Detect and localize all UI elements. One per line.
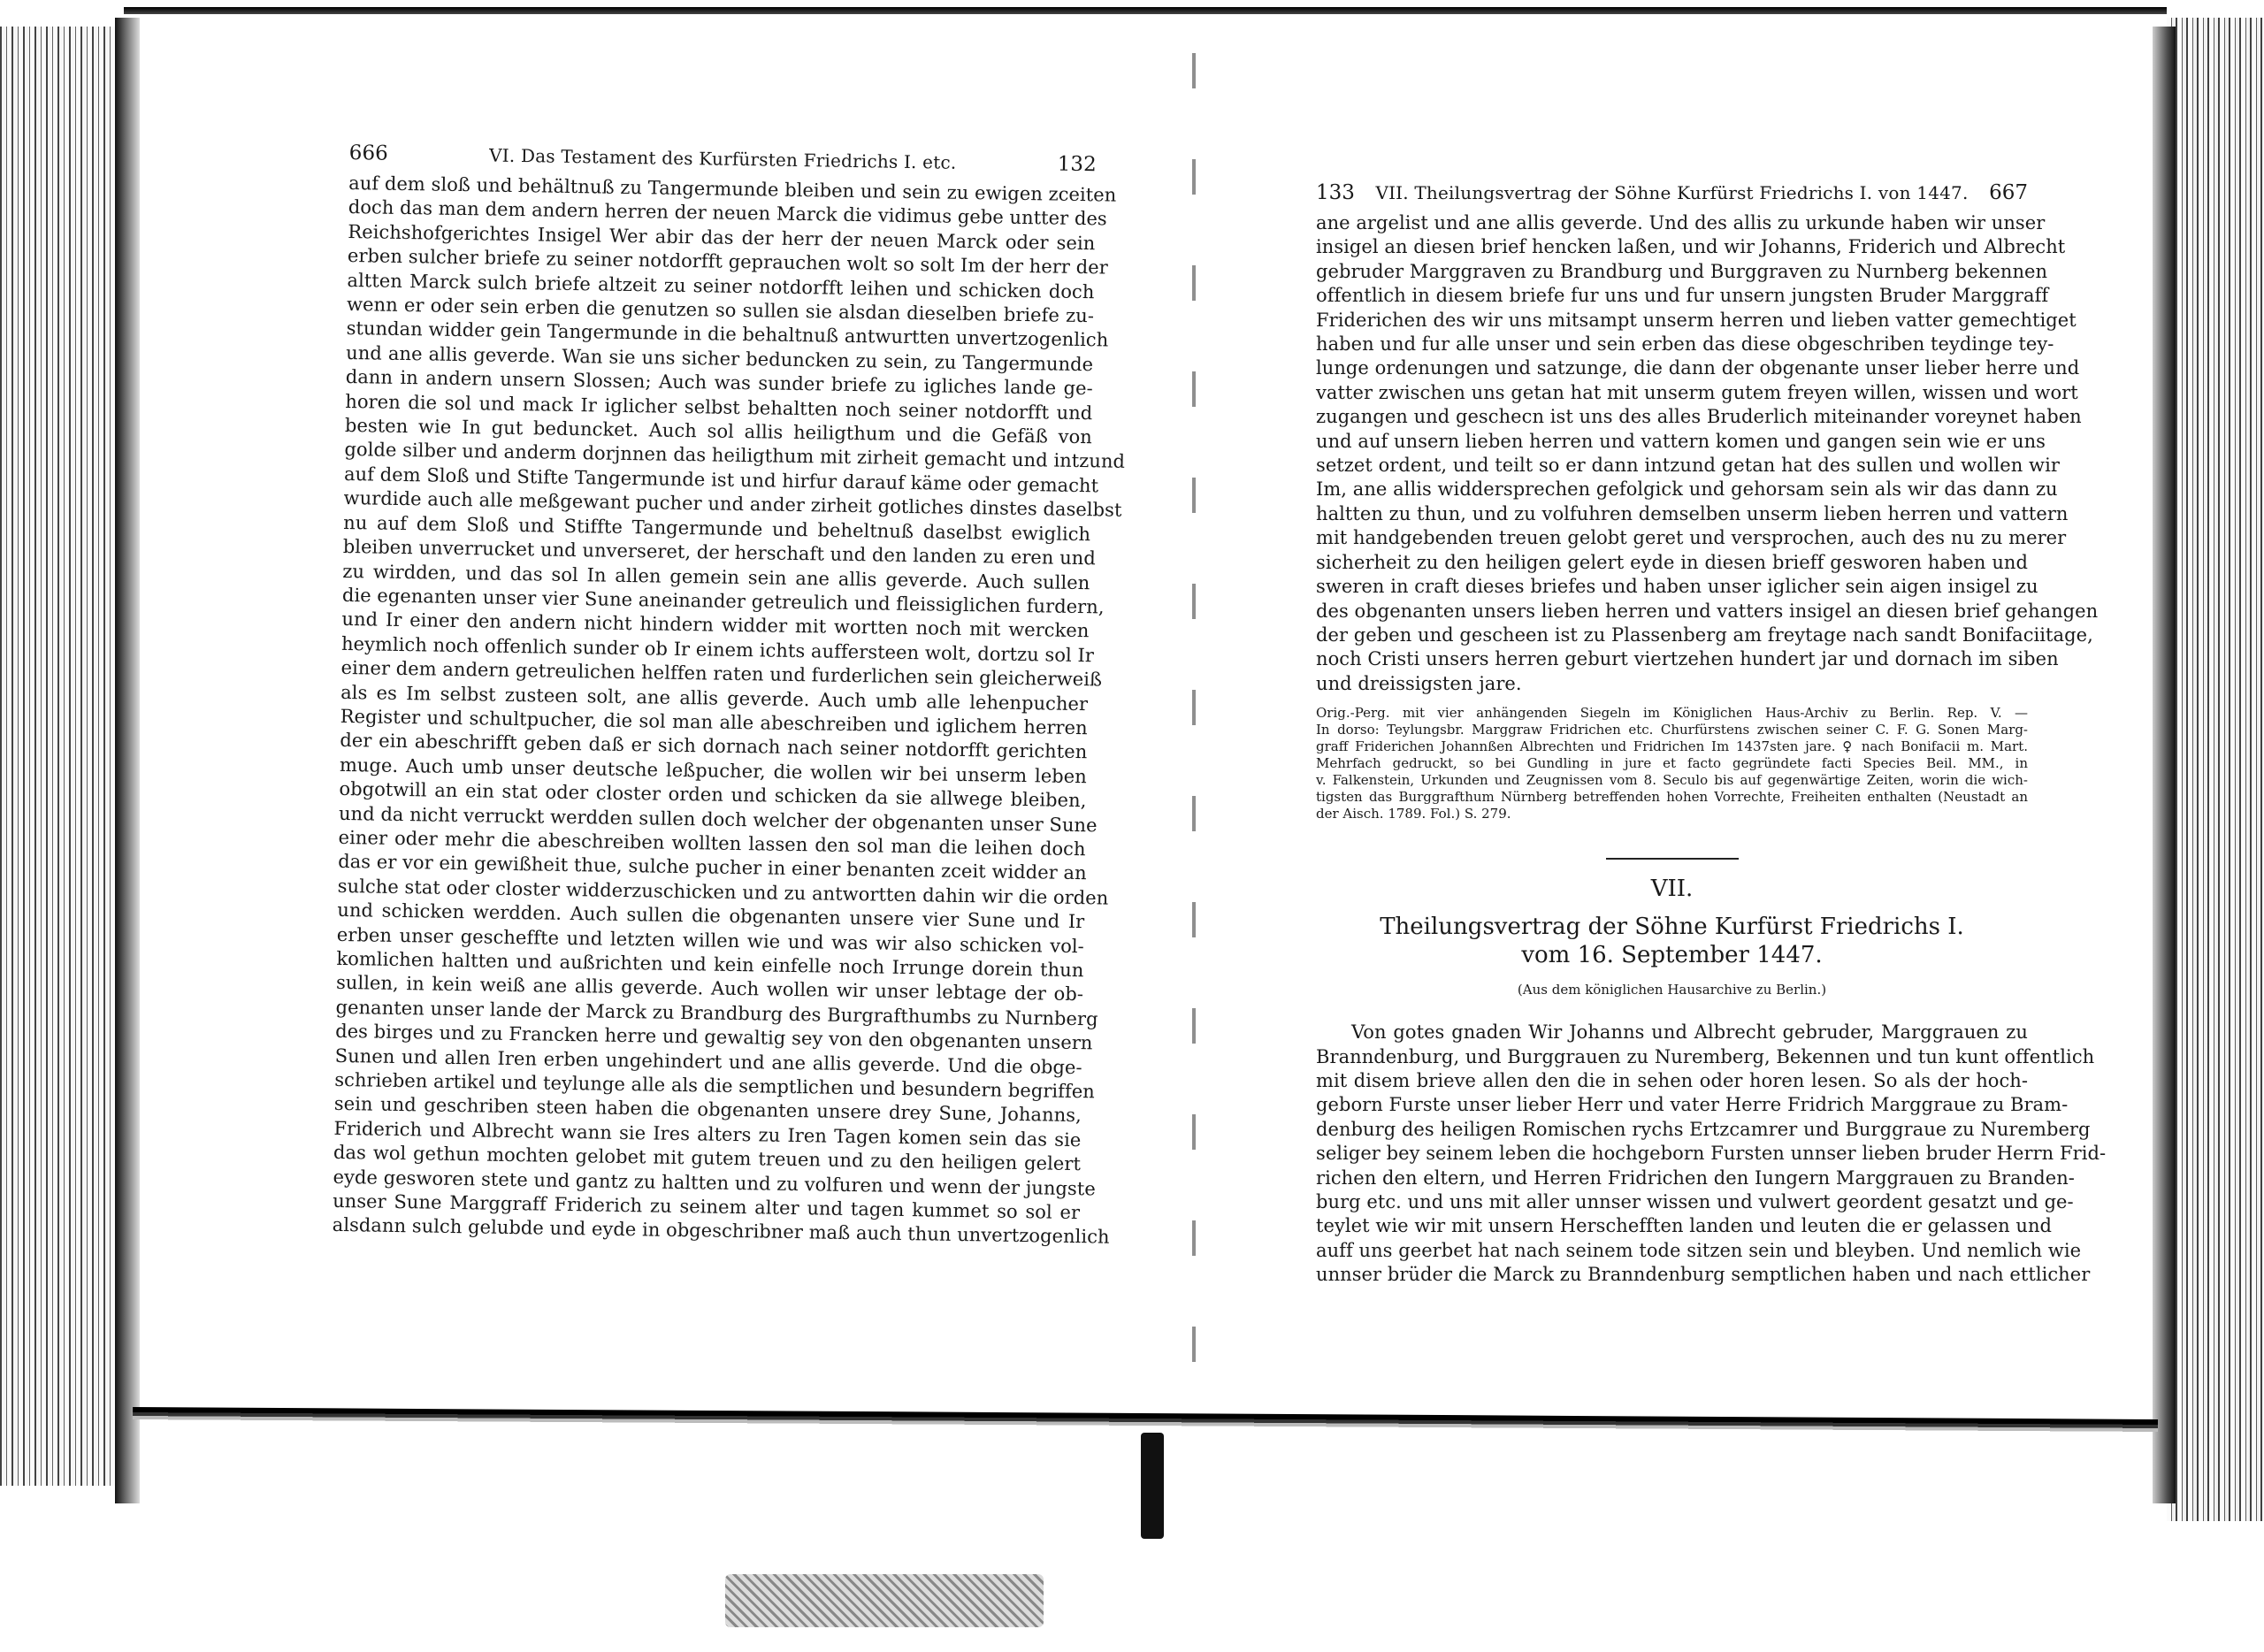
text-line: dann in andern unsern Slossen; Auch was sunder briefe zu igliches lande ge-: [345, 366, 1093, 400]
right-running-head: [1316, 181, 2028, 204]
text-line: einer oder mehr die abeschreiben wollten lassen den sol man die leihen doch: [338, 826, 1086, 860]
text-line: alsdann sulch gelubde und eyde in obgeschribner maß auch thun unvertzogenlich: [332, 1214, 1110, 1249]
section-number: VII.: [1650, 876, 1694, 903]
text-line: besten wie In gut beduncket. Auch sol allis heiligthum und die Gefäß von: [344, 415, 1093, 448]
text-line: bleiben unverrucket und unverseret, der herschaft und den landen zu eren und: [342, 536, 1097, 570]
text-line: richen den eltern, und Herren Fridrichen den Iungern Marggrauen zu Branden-: [1316, 1166, 2075, 1189]
text-line: geborn Furste unser lieber Herr und vater Herre Fridrich Marggraue zu Bram-: [1316, 1094, 2069, 1116]
left-running-title: VI. Das Testament des Kurfürsten Friedrichs I. etc.: [488, 144, 957, 173]
text-line: denburg des heiligen Romischen rychs Ertzcamrer und Burggraue zu Nuremberg: [1316, 1118, 2091, 1140]
text-line: schrieben artikel und teylunge alle als die semptlichen und besundern begriffen: [334, 1068, 1096, 1103]
text-line: zu wirdden, und das sol In allen gemein sein ane allis geverde. Auch sullen: [342, 560, 1090, 593]
text-line: das wol gethun mochten gelobet mit gutem treuen und zu den heiligen gelert: [333, 1142, 1082, 1175]
right-secondary-number: 133: [1316, 181, 1355, 204]
text-line: seliger bey seinem leben die hochgeborn Fursten unnser lieben bruder Herrn Frid-: [1316, 1143, 2107, 1165]
text-line: Reichshofgerichtes Insigel Wer abir das der herr der neuen Marck oder sein: [348, 220, 1096, 255]
text-line: unnser brüder die Marck zu Branndenburg semptlichen haben und nach ettlicher: [1316, 1264, 2091, 1286]
text-line: setzet ordent, und teilt so er dann intzund getan hat des sullen und wollen wir: [1316, 455, 2060, 477]
text-line: der ein abeschrifft geben daß er sich dornach nach seiner notdorfft gerichten: [340, 730, 1088, 763]
right-page-number: 667: [1989, 181, 2028, 204]
text-line: stundan widder gein Tangermunde in die behaltnuß antwurtten unvertzogenlich: [346, 317, 1109, 351]
left-running-head: [349, 141, 1097, 176]
text-line: heymlich noch offenlich sunder ob Ir einem ichts auffersteen wolt, dortzu sol Ir: [340, 632, 1095, 667]
footnote-line: Orig.-Perg. mit vier anhängenden Siegeln im Königlichen Haus-Archiv zu Berlin. Rep. V. —: [1316, 705, 2028, 722]
text-line: als es Im selbst zusteen solt, ane allis geverde. Auch umb alle lehenpucher: [340, 681, 1089, 715]
text-line: golde silber und anderm dorjnnen das heiligthum mit zirheit gemacht und intzund: [344, 439, 1126, 473]
book-spine-left: [115, 18, 140, 1503]
text-line: auf dem Sloß und Stifte Tangermunde ist und hirfur darauf käme oder gemacht: [343, 463, 1099, 497]
text-line: und auf unsern lieben herren und vattern komen und gangen sein wie er uns: [1316, 430, 2046, 452]
text-line: einer dem andern getreulichen helffen raten und furderlichen sein gleicherweiß: [340, 657, 1103, 691]
text-line: vatter zwischen uns getan hat mit unserm gutem freyen willen, wissen und wort: [1316, 381, 2078, 403]
text-line: Branndenburg, und Burggrauen zu Nuremberg, Bekennen und tun kunt offentlich: [1316, 1045, 2095, 1067]
text-line: wenn er oder sein erben die genutzen so sullen sie alsdan dieselben briefe zu-: [346, 294, 1095, 327]
text-line: eyde gesworen stete und gantz zu haltten und zu volfuren und wenn der jungste: [333, 1166, 1097, 1200]
text-line: Friderich und Albrecht wann sie Ires alters zu Iren Tagen komen sein das sie: [333, 1117, 1082, 1151]
text-line: noch Cristi unsers herren geburt viertzehen hundert jar und dornach im siben: [1316, 648, 2059, 670]
footnote-line: der Aisch. 1789. Fol.) S. 279.: [1316, 806, 1511, 822]
right-page: [1316, 181, 2107, 1288]
text-line: horen die sol und mack Ir iglicher selbst behaltten noch seiner notdorfft und: [345, 390, 1093, 424]
left-body-text: [332, 172, 1126, 1250]
scan-stamp-smudge: [725, 1574, 1044, 1627]
text-line: genanten unser lande der Marck zu Brandburg des Burgrafthumbs zu Nurnberg: [335, 996, 1098, 1030]
text-line: muge. Auch umb unser deutsche leßpucher, die wollen wir bei unserm leben: [339, 753, 1088, 787]
text-line: haben und fur alle unser und sein erben das diese obgeschriben teydinge tey-: [1316, 333, 2054, 356]
book-edge-left: [0, 27, 133, 1486]
text-line: mit disem brieve allen den die in sehen oder horen lesen. So als der hoch-: [1316, 1069, 2028, 1091]
text-line: und Ir einer den andern nicht hindern widder mit wortten noch mit wercken: [341, 608, 1090, 642]
text-line: das er vor ein gewißheit thue, sulche pucher in einer benanten zceit widder an: [338, 851, 1087, 884]
text-line: teylet wie wir mit unsern Herschefften landen und leuten die er gelassen und: [1316, 1215, 2053, 1237]
section-source: (Aus dem königlichen Hausarchive zu Berlin.): [1517, 982, 1827, 998]
text-line: und dreissigsten jare.: [1316, 672, 1522, 694]
right-running-title: VII. Theilungsvertrag der Söhne Kurfürst Friedrichs I. von 1447.: [1375, 182, 1969, 203]
text-line: obgotwill an ein stat oder closter orden und schicken da sie allwege bleiben,: [339, 778, 1087, 812]
text-line: lunge ordenungen und satzunge, die dann der obgenante unser lieber herre und: [1316, 357, 2080, 379]
text-line: auff uns geerbet hat nach seinem tode sitzen sein und bleyben. Und nemlich wie: [1316, 1239, 2082, 1261]
text-line: nu auf dem Sloß und Stiffte Tangermunde und beheltnuß daselbst ewiglich: [343, 511, 1091, 545]
source-footnote: [1316, 705, 2028, 822]
text-line: burg etc. und uns mit aller unnser wissen und vulwert geordent gesatzt und ge-: [1316, 1190, 2074, 1212]
text-line: komlichen haltten und außrichten und kein einfelle noch Irrunge dorein thun: [336, 947, 1084, 982]
text-line: Register und schultpucher, die sol man alle abeschreiben und iglichem herren: [340, 705, 1088, 739]
text-line: erben unser gescheffte und letzten willen wie und was wir also schicken vol-: [336, 923, 1085, 957]
scan-top-edge: [124, 7, 2167, 14]
text-line: und da nicht verruckt werdden sullen doch welcher der obgenanten unser Sune: [338, 802, 1098, 836]
text-line: unser Sune Marggraff Friderich zu seinem alter und tagen kummet so sol er: [332, 1189, 1081, 1224]
text-line: auf dem sloß und behältnuß zu Tangermunde bleiben und sein zu ewigen zceiten: [348, 172, 1117, 206]
section-title-line-2: vom 16. September 1447.: [1521, 942, 1823, 969]
text-line: Sunen und allen Iren erben ungehindert und ane allis geverde. Und die obge-: [334, 1044, 1082, 1078]
text-line: sulche stat oder closter widderzuschicken und zu antwortten dahin wir die orden: [337, 875, 1109, 909]
text-line: haltten zu thun, und zu volfuhren demselben unserm lieben herren und vattern: [1316, 502, 2069, 524]
footnote-line: Mehrfach gedruckt, so bei Gundling in jure et facto gegründete facti Species Beil. MM., in: [1316, 755, 2028, 772]
text-line: Im, ane allis widdersprechen gefolgick und gehorsam sein als wir das dann zu: [1316, 478, 2058, 501]
footnote-line: v. Falkenstein, Urkunden und Zeugnissen vom 8. Seculo bis auf gegenwärtige Zeiten, worin die wich-: [1316, 772, 2028, 789]
footnote-line: In dorso: Teylungsbr. Marggraw Fridrichen etc. Churfürstens zwischen seiner C. F. G. Sonen Marg-: [1316, 722, 2028, 738]
text-line: doch das man dem andern herren der neuen Marck die vidimus gebe untter des: [348, 196, 1107, 230]
section-divider: [1606, 858, 1739, 860]
text-line: erben sulcher briefe zu seiner notdorfft geprauchen wolt so solt Im der herr der: [347, 245, 1108, 279]
text-line: insigel an diesen brief hencken laßen, und wir Johanns, Friderich und Albrecht: [1316, 236, 2066, 258]
text-line: gebruder Marggraven zu Brandburg und Burggraven zu Nurnberg bekennen: [1316, 260, 2048, 282]
text-line: Von gotes gnaden Wir Johanns und Albrecht gebruder, Marggrauen zu: [1351, 1021, 2028, 1044]
text-line: der geben und gescheen ist zu Plassenberg am freytage nach sandt Bonifaciitage,: [1316, 623, 2093, 646]
page-gutter: [1192, 53, 1196, 1415]
text-line: die egenanten unser vier Sune aneinander getreulich und fleissiglichen furdern,: [341, 584, 1105, 618]
text-line: und ane allis geverde. Wan sie uns sicher beduncken zu sein, zu Tangermunde: [346, 341, 1094, 376]
footnote-line: tigsten das Burggrafthum Nürnberg betreffenden hohen Vorrechte, Freiheiten enthalten (Neustadt an: [1316, 789, 2028, 806]
section-title-line-1: Theilungsvertrag der Söhne Kurfürst Friedrichs I.: [1380, 914, 1964, 941]
section-title: [1316, 913, 2028, 969]
text-line: altten Marck sulch briefe altzeit zu seiner notdorfft leihen und schicken doch: [347, 269, 1095, 302]
footnote-line: graff Friderichen Johannßen Albrechten und Fridrichen Im 1437sten jare. ♀ nach Bonifacii m. Mart.: [1316, 738, 2028, 755]
left-page: [332, 141, 1126, 1250]
gutter-mark: [1141, 1433, 1164, 1539]
text-line: sicherheit zu den heiligen gelert eyde in diesen brieff gesworen haben und: [1316, 551, 2028, 573]
text-line: zugangen und geschecn ist uns des alles Bruderlich miteinander voreynet haben: [1316, 406, 2082, 428]
text-line: des obgenanten unsers lieben herren und vatters insigel an diesen brief gehangen: [1316, 600, 2099, 622]
section-body-text: [1316, 1021, 2107, 1287]
text-line: offentlich in diesem briefe fur uns und fur unsern jungsten Bruder Marggraff: [1316, 285, 2049, 307]
right-body-text: [1316, 211, 2099, 696]
text-line: sweren in craft dieses briefes und haben unser iglicher sein aigen insigel zu: [1316, 576, 2038, 598]
text-line: mit handgebenden treuen gelobt geret und versprochen, auch des nu zu merer: [1316, 527, 2067, 549]
text-line: sullen, in kein weiß ane allis geverde. Auch wollen wir unser lebtage der ob-: [335, 972, 1084, 1006]
text-line: sein und geschriben steen haben die obgenanten unsere drey Sune, Johanns,: [333, 1093, 1082, 1127]
text-line: wurdide auch alle meßgewant pucher und ander zirheit gotliches dinstes daselbst: [343, 487, 1122, 522]
text-line: des birges und zu Francken herre und gewaltig sey von den obgenanten unsern: [335, 1021, 1093, 1054]
book-spine-right: [2153, 27, 2176, 1503]
text-line: Friderichen des wir uns mitsampt unserm herren und lieben vatter gemechtiget: [1316, 309, 2077, 331]
book-edge-right: [2167, 18, 2264, 1521]
text-line: und schicken werdden. Auch sullen die obgenanten unsere vier Sune und Ir: [337, 899, 1085, 933]
left-page-number: 666: [348, 141, 388, 165]
text-line: ane argelist und ane allis geverde. Und des allis zu urkunde haben wir unser: [1316, 212, 2046, 233]
left-secondary-number: 132: [1057, 152, 1097, 177]
